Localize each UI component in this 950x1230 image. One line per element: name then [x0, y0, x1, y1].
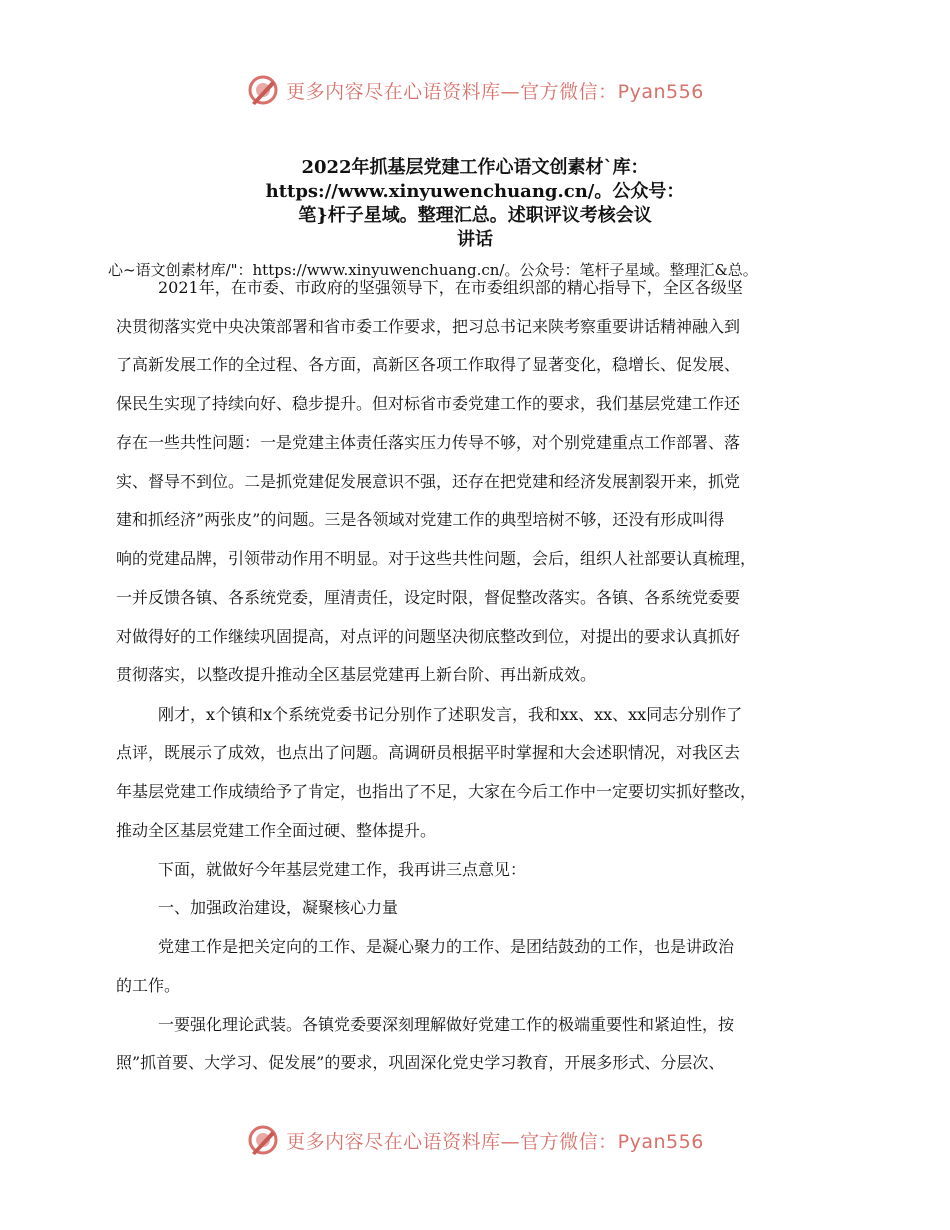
body-line: 点评，既展示了成效，也点出了问题。高调研员根据平时掌握和大会述职情况，对我区去 — [116, 743, 741, 762]
body-line: 年基层党建工作成绩给予了肯定，也指出了不足，大家在今后工作中一定要切实抓好整改， — [116, 782, 757, 801]
body-line: 响的党建品牌，引领带动作用不明显。对于这些共性问题，会后，组织人社部要认真梳理， — [116, 549, 757, 568]
title-line: https://www.xinyuwenchuang.cn/。公众号： — [265, 181, 685, 202]
body-line: 贯彻落实，以整改提升推动全区基层党建再上新台阶、再出新成效。 — [116, 665, 597, 684]
body-line: 刚才，x个镇和x个系统党委书记分别作了述职发言，我和xx、xx、xx同志分别作了 — [158, 705, 743, 724]
document-title — [150, 156, 800, 252]
title-line: 2022年抓基层党建工作心语文创素材`库： — [301, 157, 649, 178]
body-line: 存在一些共性问题：一是党建主体责任落实压力传导不够，对个别党建重点工作部署、落 — [116, 433, 741, 452]
section-heading: 一、加强政治建设，凝聚核心力量 — [158, 898, 399, 917]
body-line: 了高新发展工作的全过程、各方面，高新区各项工作取得了显著变化，稳增长、促发展、 — [116, 355, 741, 374]
footer-banner — [0, 1118, 950, 1162]
body-line: 一要强化理论武装。各镇党委要深刻理解做好党建工作的极端重要性和紧迫性，按 — [158, 1015, 735, 1034]
banner-text: 更多内容尽在心语资料库—官方微信：Pyan556 — [286, 80, 704, 103]
quill-seal-logo-icon — [246, 1123, 280, 1157]
body-line: 决贯彻落实党中央决策部署和省市委工作要求，把习总书记来陕考察重要讲话精神融入到 — [116, 317, 741, 336]
body-line: 推动全区基层党建工作全面过硬、整体提升。 — [116, 821, 437, 840]
header-banner — [0, 68, 950, 112]
body-line: 下面，就做好今年基层党建工作，我再讲三点意见： — [158, 860, 527, 879]
body-line: 实、督导不到位。二是抓党建促发展意识不强，还存在把党建和经济发展割裂开来，抓党 — [116, 472, 741, 491]
body-line: 建和抓经济”两张皮”的问题。三是各领域对党建工作的典型培树不够，还没有形成叫得 — [116, 510, 725, 529]
body-line: 的工作。 — [116, 976, 181, 995]
body-line: 照”抓首要、大学习、促发展”的要求，巩固深化党史学习教育，开展多形式、分层次、 — [116, 1053, 725, 1072]
quill-seal-logo-icon — [246, 73, 280, 107]
body-line: 对做得好的工作继续巩固提高，对点评的问题坚决彻底整改到位，对提出的要求认真抓好 — [116, 627, 741, 646]
body-line: 党建工作是把关定向的工作、是凝心聚力的工作、是团结鼓劲的工作，也是讲政治 — [158, 937, 735, 956]
title-line: 讲话 — [457, 229, 493, 250]
body-line: 保民生实现了持续向好、稳步提升。但对标省市委党建工作的要求，我们基层党建工作还 — [116, 394, 741, 413]
title-line: 笔}杆子星域。整理汇总。述职评议考核会议 — [298, 205, 652, 226]
source-line: 心~语文创素材库/"：https://www.xinyuwenchuang.cn/。公众号：笔杆子星域。整理汇&总。 — [108, 261, 758, 279]
body-line: 一并反馈各镇、各系统党委，厘清责任，设定时限，督促整改落实。各镇、各系统党委要 — [116, 588, 741, 607]
banner-text: 更多内容尽在心语资料库—官方微信：Pyan556 — [286, 1130, 704, 1153]
body-line: 2021年，在市委、市政府的坚强领导下，在市委组织部的精心指导下，全区各级坚 — [158, 278, 743, 297]
